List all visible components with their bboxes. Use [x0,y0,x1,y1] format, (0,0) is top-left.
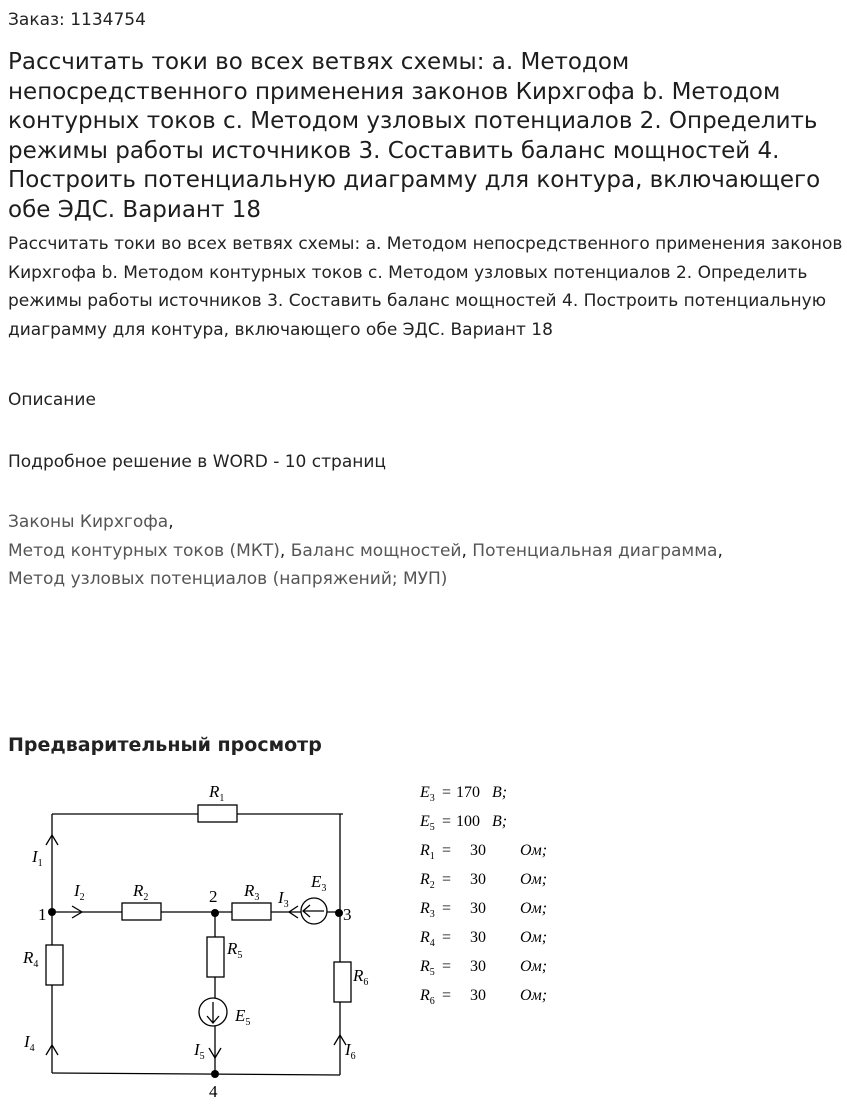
resistor-r4 [46,945,63,985]
solution-note: Подробное решение в WORD - 10 страниц [8,452,386,472]
tag-link[interactable]: Законы Кирхгофа [8,512,169,532]
node-label-1: 1 [38,905,47,924]
param-row: $R_4$ = 30 Ом; [420,929,548,950]
page-title: Рассчитать токи во всех ветвях схемы: а. Методом непосредственного применения законов Кирхгофа b. Методом контурных токов с. Методом узловых потенциалов 2. Определить режимы работы источников 3. Составить баланс мощностей 4. Построить потенциальную диаграмму для контура, включающего обе ЭДС. Вариант 18 [8,49,821,223]
label-e3: $E_3$ [311,872,327,894]
label-r5: $R_5$ [227,939,243,961]
node-3 [335,909,343,917]
label-i6: $I_6$ [345,1040,356,1062]
label-i5: $I_5$ [194,1040,205,1062]
circuit-diagram [0,770,400,1107]
label-r3: $R_3$ [244,881,260,903]
description: Рассчитать токи во всех ветвях схемы: а. Методом непосредственного применения законов Кирхгофа b. Методом контурных токов с. Методом узловых потенциалов 2. Определить режимы работы источников 3. Составить баланс мощностей 4. Построить потенциальную диаграмму для контура, включающего обе ЭДС. Вариант 18 [8,234,843,340]
node-1 [48,908,56,916]
parameter-list [420,784,620,1016]
resistor-r3 [232,903,271,920]
label-i4: $I_4$ [24,1032,35,1054]
param-row: $R_2$ = 30 Ом; [420,871,548,892]
tag-link[interactable]: Баланс мощностей [290,540,462,561]
node-2 [211,909,219,917]
node-4 [211,1070,219,1078]
resistor-r6 [334,962,351,1002]
param-row: $E_3$ = 170 В; [420,784,508,805]
resistor-r5 [207,937,224,977]
label-r6: $R_6$ [353,966,369,988]
label-e5: $E_5$ [235,1006,251,1028]
tag-link[interactable]: Метод контурных токов (МКТ) [8,540,280,561]
node-label-3: 3 [343,905,352,924]
param-row: $R_6$ = 30 Ом; [420,987,548,1008]
resistor-r1 [198,805,237,822]
order-number: 1134754 [70,10,146,30]
section-label: Описание [8,390,96,410]
param-row: $R_1$ = 30 Ом; [420,842,548,863]
resistor-r2 [122,903,161,920]
param-row: $R_5$ = 30 Ом; [420,958,548,979]
tag-link[interactable]: Метод узловых потенциалов (напряжений; МУП) [8,569,448,589]
order-label: Заказ: [8,10,65,30]
node-label-2: 2 [209,887,218,906]
label-i2: $I_2$ [74,881,85,903]
label-i1: $I_1$ [32,847,43,869]
order-line [8,10,146,30]
label-r2: $R_2$ [133,881,149,903]
tag-link[interactable]: Потенциальная диаграмма [472,540,718,561]
param-row: $R_3$ = 30 Ом; [420,900,548,921]
preview-heading: Предварительный просмотр [8,734,322,756]
label-r1: $R_1$ [209,782,225,804]
label-i3: $I_3$ [278,888,289,910]
param-row: $E_5$ = 100 В; [420,813,508,834]
label-r4: $R_4$ [23,948,39,970]
tag-list: Законы Кирхгофа, Метод контурных токов (МКТ), Баланс мощностей, Потенциальная диаграмма, Метод узловых потенциалов (напряжений; МУП) [8,512,723,589]
node-label-4: 4 [209,1082,218,1101]
